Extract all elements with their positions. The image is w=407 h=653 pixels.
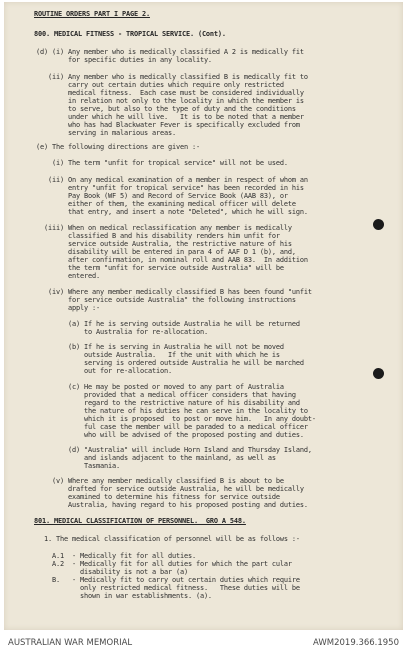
archive-footer — [0, 631, 407, 653]
text-line: Australia, having regard to his proposed posting and duties. — [36, 501, 308, 509]
text-line: carry out certain duties which require only restricted — [36, 81, 284, 89]
text-line: and islands adjacent to the mainland, as well as — [36, 454, 276, 462]
text-line: Pay Book (WF 5) and Record of Service Book (AAB 83), or — [36, 192, 288, 200]
text-line: shown in war establishments. (a). — [36, 592, 212, 600]
text-line: drafted for service outside Australia, he will be medically — [36, 485, 304, 493]
text-line: (i) The term "unfit for tropical service" will not be used. — [36, 159, 288, 167]
text-line: entry "unfit for tropical service" has been recorded in his — [36, 184, 304, 192]
text-line: provided that a medical officer considers that having — [36, 391, 296, 399]
text-line: disability will be entered in para 4 of AAF D 1 (b), and, — [36, 248, 296, 256]
text-line: after confirmation, in nominal roll and AAB 83. In addition — [36, 256, 308, 264]
text-line: (iv) Where any member medically classified B has been found "unfit — [36, 288, 312, 296]
text-line: serving is ordered outside Australia he will be marched — [36, 359, 304, 367]
text-line: to Australia for re-allocation. — [36, 328, 208, 336]
text-line: to serve, but also to the type of duty and the conditions — [36, 105, 296, 113]
text-line: only restricted medical fitness. These duties will be — [36, 584, 300, 592]
text-line: (e) The following directions are given :- — [36, 143, 200, 151]
text-line: (b) If he is serving in Australia he will not be moved — [36, 343, 284, 351]
text-line: A.1 - Medically fit for all duties. — [36, 552, 196, 560]
text-line: serving in malarious areas. — [36, 129, 176, 137]
document-page — [4, 2, 403, 630]
text-line: (d) (i) Any member who is medically classified A 2 is medically fit — [36, 48, 304, 56]
text-line: (c) He may be posted or moved to any part of Australia — [36, 383, 284, 391]
text-line: which it is proposed to post or move him. In any doubt- — [36, 415, 316, 423]
section-title: 800. MEDICAL FITNESS - TROPICAL SERVICE. (Cont). — [34, 30, 226, 38]
text-line: (ii) Any member who is medically classified B is medically fit to — [36, 73, 308, 81]
text-line: under which he will live. It is to be noted that a member — [36, 113, 304, 121]
text-line: medical fitness. Each case must be considered individually — [36, 89, 304, 97]
text-line: (iii) When on medical reclassification any member is medically — [36, 224, 292, 232]
text-line: who has had Blackwater Fever is specifically excluded from — [36, 121, 300, 129]
text-line: out for re-allocation. — [36, 367, 172, 375]
punch-hole — [373, 368, 384, 379]
text-line: 1. The medical classification of personnel will be as follows :- — [36, 535, 300, 543]
text-line: regard to the restrictive nature of his disability and — [36, 399, 300, 407]
text-line: who will be advised of the proposed posting and duties. — [36, 431, 304, 439]
text-line: for service outside Australia" the following instructions — [36, 296, 296, 304]
text-line: examined to determine his fitness for service outside — [36, 493, 280, 501]
text-line: classified B and his disability renders him unfit for — [36, 232, 280, 240]
text-line: service outside Australia, the restrictive nature of his — [36, 240, 292, 248]
text-line: ful case the member will be paraded to a medical officer — [36, 423, 308, 431]
text-line: the term "unfit for service outside Australia" will be — [36, 264, 284, 272]
text-line: disability is not a bar (a) — [36, 568, 188, 576]
text-line: that entry, and insert a note "Deleted", which he will sign. — [36, 208, 308, 216]
text-line: either of them, the examining medical officer will delete — [36, 200, 296, 208]
text-line: (a) If he is serving outside Australia he will be returned — [36, 320, 300, 328]
punch-hole — [373, 219, 384, 230]
text-line: the nature of his duties he can serve in the locality to — [36, 407, 308, 415]
text-line: A.2 - Medically fit for all duties for which the part cular — [36, 560, 292, 568]
text-line: outside Australia. If the unit with which he is — [36, 351, 280, 359]
footer-accession-number: AWM2019.366.1950 — [313, 638, 399, 648]
text-line: (d) "Australia" will include Horn Island and Thursday Island, — [36, 446, 312, 454]
text-line: (ii) On any medical examination of a member in respect of whom an — [36, 176, 308, 184]
text-line: for specific duties in any locality. — [36, 56, 212, 64]
document-text — [4, 2, 403, 630]
text-line: entered. — [36, 272, 100, 280]
text-line: B. - Medically fit to carry out certain duties which require — [36, 576, 300, 584]
text-line: Tasmania. — [36, 462, 120, 470]
text-line: in relation not only to the locality in which the member is — [36, 97, 304, 105]
text-line: (v) Where any member medically classified B is about to be — [36, 477, 284, 485]
footer-institution: AUSTRALIAN WAR MEMORIAL — [8, 638, 133, 648]
text-line: apply :- — [36, 304, 100, 312]
section-heading-801: 801. MEDICAL CLASSIFICATION OF PERSONNEL. GRO A 548. — [34, 517, 246, 525]
page-header: ROUTINE ORDERS PART I PAGE 2. — [34, 10, 150, 18]
